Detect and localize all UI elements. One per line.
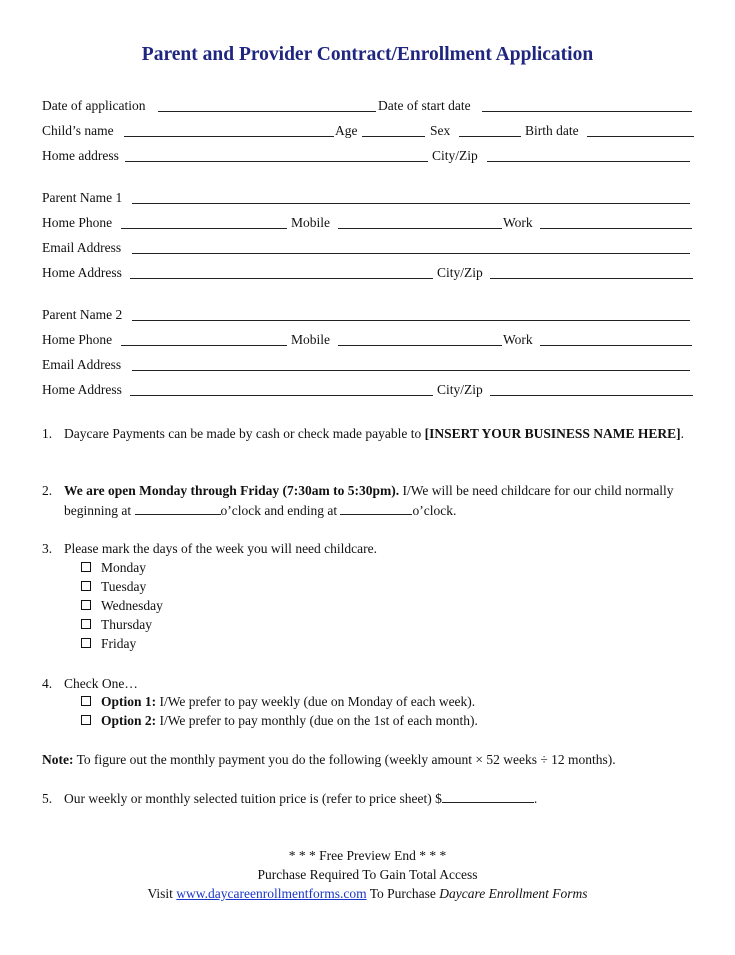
childs-name-field[interactable] <box>124 136 334 137</box>
childs-name-label: Child’s name <box>42 123 114 138</box>
age-label: Age <box>335 123 358 138</box>
tuition-price-field[interactable] <box>442 790 534 803</box>
option-1-text: I/We prefer to pay weekly (due on Monday of each week). <box>156 694 476 709</box>
option-1-label: Option 1: <box>101 694 157 709</box>
sex-label: Sex <box>430 123 451 138</box>
parent1-work-field[interactable] <box>540 228 692 229</box>
checkbox-icon[interactable] <box>81 619 91 629</box>
parent2-mobile-label: Mobile <box>291 332 330 347</box>
parent1-home-phone-field[interactable] <box>121 228 287 229</box>
note-text: To figure out the monthly payment you do the following (weekly amount × 52 weeks ÷ 12 months). <box>73 752 616 767</box>
day-label: Monday <box>101 560 146 575</box>
day-label: Thursday <box>101 617 152 632</box>
sex-field[interactable] <box>459 136 521 137</box>
website-link[interactable]: www.daycareenrollmentforms.com <box>176 886 367 901</box>
visit-line <box>0 884 735 903</box>
item-5-tuition <box>42 789 702 809</box>
item-3-days <box>42 539 702 559</box>
checkbox-friday[interactable] <box>81 634 136 653</box>
end-time-field[interactable] <box>340 502 412 515</box>
checkbox-icon[interactable] <box>81 581 91 591</box>
option-2-text: I/We prefer to pay monthly (due on the 1st of each month). <box>156 713 478 728</box>
home-address-label: Home address <box>42 148 119 163</box>
parent1-home-address-field[interactable] <box>130 278 433 279</box>
item-3-text: Please mark the days of the week you will need childcare. <box>64 541 378 556</box>
row-parent1-email <box>42 239 694 259</box>
parent2-city-zip-label: City/Zip <box>437 382 483 397</box>
parent1-name-field[interactable] <box>132 203 690 204</box>
row-parent1-phones <box>42 214 694 234</box>
parent1-email-field[interactable] <box>132 253 690 254</box>
date-of-start-field[interactable] <box>482 111 692 112</box>
row-parent2-address <box>42 381 694 401</box>
age-field[interactable] <box>362 136 425 137</box>
checkbox-tuesday[interactable] <box>81 577 146 596</box>
parent2-email-field[interactable] <box>132 370 690 371</box>
item-1-text: Daycare Payments can be made by cash or check made payable to <box>64 426 425 441</box>
parent2-email-label: Email Address <box>42 357 122 372</box>
checkbox-icon[interactable] <box>81 696 91 706</box>
parent1-home-phone-label: Home Phone <box>42 215 113 230</box>
item-2-hours <box>42 481 702 521</box>
row-child-info <box>42 122 694 142</box>
row-parent1-name <box>42 189 694 209</box>
checkbox-thursday[interactable] <box>81 615 152 634</box>
opening-hours-text: We are open Monday through Friday (7:30am to 5:30pm). <box>64 483 400 498</box>
item-5-end: . <box>533 791 538 806</box>
checkbox-icon[interactable] <box>81 638 91 648</box>
item-2-mid: o’clock and ending at <box>220 503 341 518</box>
parent1-name-label: Parent Name 1 <box>42 190 123 205</box>
item-1-payments <box>42 424 702 444</box>
parent2-home-address-label: Home Address <box>42 382 122 397</box>
item-4-check-one <box>42 674 702 694</box>
product-name: Daycare Enrollment Forms <box>439 886 588 901</box>
parent2-work-label: Work <box>503 332 533 347</box>
parent2-home-phone-label: Home Phone <box>42 332 113 347</box>
checkbox-wednesday[interactable] <box>81 596 163 615</box>
parent2-home-address-field[interactable] <box>130 395 433 396</box>
date-of-application-field[interactable] <box>158 111 376 112</box>
home-address-field[interactable] <box>125 161 428 162</box>
city-zip-field[interactable] <box>487 161 690 162</box>
date-of-application-label: Date of application <box>42 98 146 113</box>
parent1-work-label: Work <box>503 215 533 230</box>
to-purchase-text: To Purchase <box>366 886 440 901</box>
day-label: Friday <box>101 636 137 651</box>
start-time-field[interactable] <box>135 502 221 515</box>
checkbox-icon[interactable] <box>81 715 91 725</box>
note-label: Note: <box>42 752 74 767</box>
checkbox-icon[interactable] <box>81 562 91 572</box>
parent2-name-field[interactable] <box>132 320 690 321</box>
parent1-email-label: Email Address <box>42 240 122 255</box>
item-number: 2. <box>42 483 53 498</box>
parent2-city-zip-field[interactable] <box>490 395 693 396</box>
row-child-address <box>42 147 694 167</box>
purchase-required-notice: Purchase Required To Gain Total Access <box>257 867 478 882</box>
day-label: Tuesday <box>101 579 147 594</box>
parent2-work-field[interactable] <box>540 345 692 346</box>
preview-end-notice: * * * Free Preview End * * * <box>288 848 447 863</box>
item-5-text: Our weekly or monthly selected tuition price is (refer to price sheet) $ <box>64 791 442 806</box>
item-4-text: Check One… <box>64 676 138 691</box>
date-of-start-label: Date of start date <box>378 98 471 113</box>
item-number: 1. <box>42 426 53 441</box>
visit-text: Visit <box>147 886 177 901</box>
checkbox-icon[interactable] <box>81 600 91 610</box>
day-label: Wednesday <box>101 598 163 613</box>
item-number: 3. <box>42 541 53 556</box>
business-name-placeholder: [INSERT YOUR BUSINESS NAME HERE] <box>424 426 681 441</box>
row-application-dates <box>42 97 694 117</box>
option-2-label: Option 2: <box>101 713 157 728</box>
birth-date-label: Birth date <box>525 123 579 138</box>
checkbox-option-2[interactable] <box>81 711 478 730</box>
checkbox-option-1[interactable] <box>81 692 475 711</box>
parent1-home-address-label: Home Address <box>42 265 122 280</box>
item-1-end: . <box>680 426 685 441</box>
parent2-mobile-field[interactable] <box>338 345 502 346</box>
item-2-end: o’clock. <box>412 503 457 518</box>
row-parent2-email <box>42 356 694 376</box>
item-number: 5. <box>42 791 53 806</box>
parent2-name-label: Parent Name 2 <box>42 307 123 322</box>
birth-date-field[interactable] <box>587 136 694 137</box>
item-number: 4. <box>42 676 53 691</box>
parent1-city-zip-field[interactable] <box>490 278 693 279</box>
page-title: Parent and Provider Contract/Enrollment Application <box>141 44 594 65</box>
item-2-text: I/We will be need childcare for our child normally beginning at <box>64 483 674 518</box>
note <box>42 750 702 770</box>
parent1-mobile-field[interactable] <box>338 228 502 229</box>
city-zip-label: City/Zip <box>432 148 478 163</box>
row-parent2-name <box>42 306 694 326</box>
checkbox-monday[interactable] <box>81 558 146 577</box>
parent2-home-phone-field[interactable] <box>121 345 287 346</box>
parent1-mobile-label: Mobile <box>291 215 330 230</box>
row-parent2-phones <box>42 331 694 351</box>
parent1-city-zip-label: City/Zip <box>437 265 483 280</box>
row-parent1-address <box>42 264 694 284</box>
